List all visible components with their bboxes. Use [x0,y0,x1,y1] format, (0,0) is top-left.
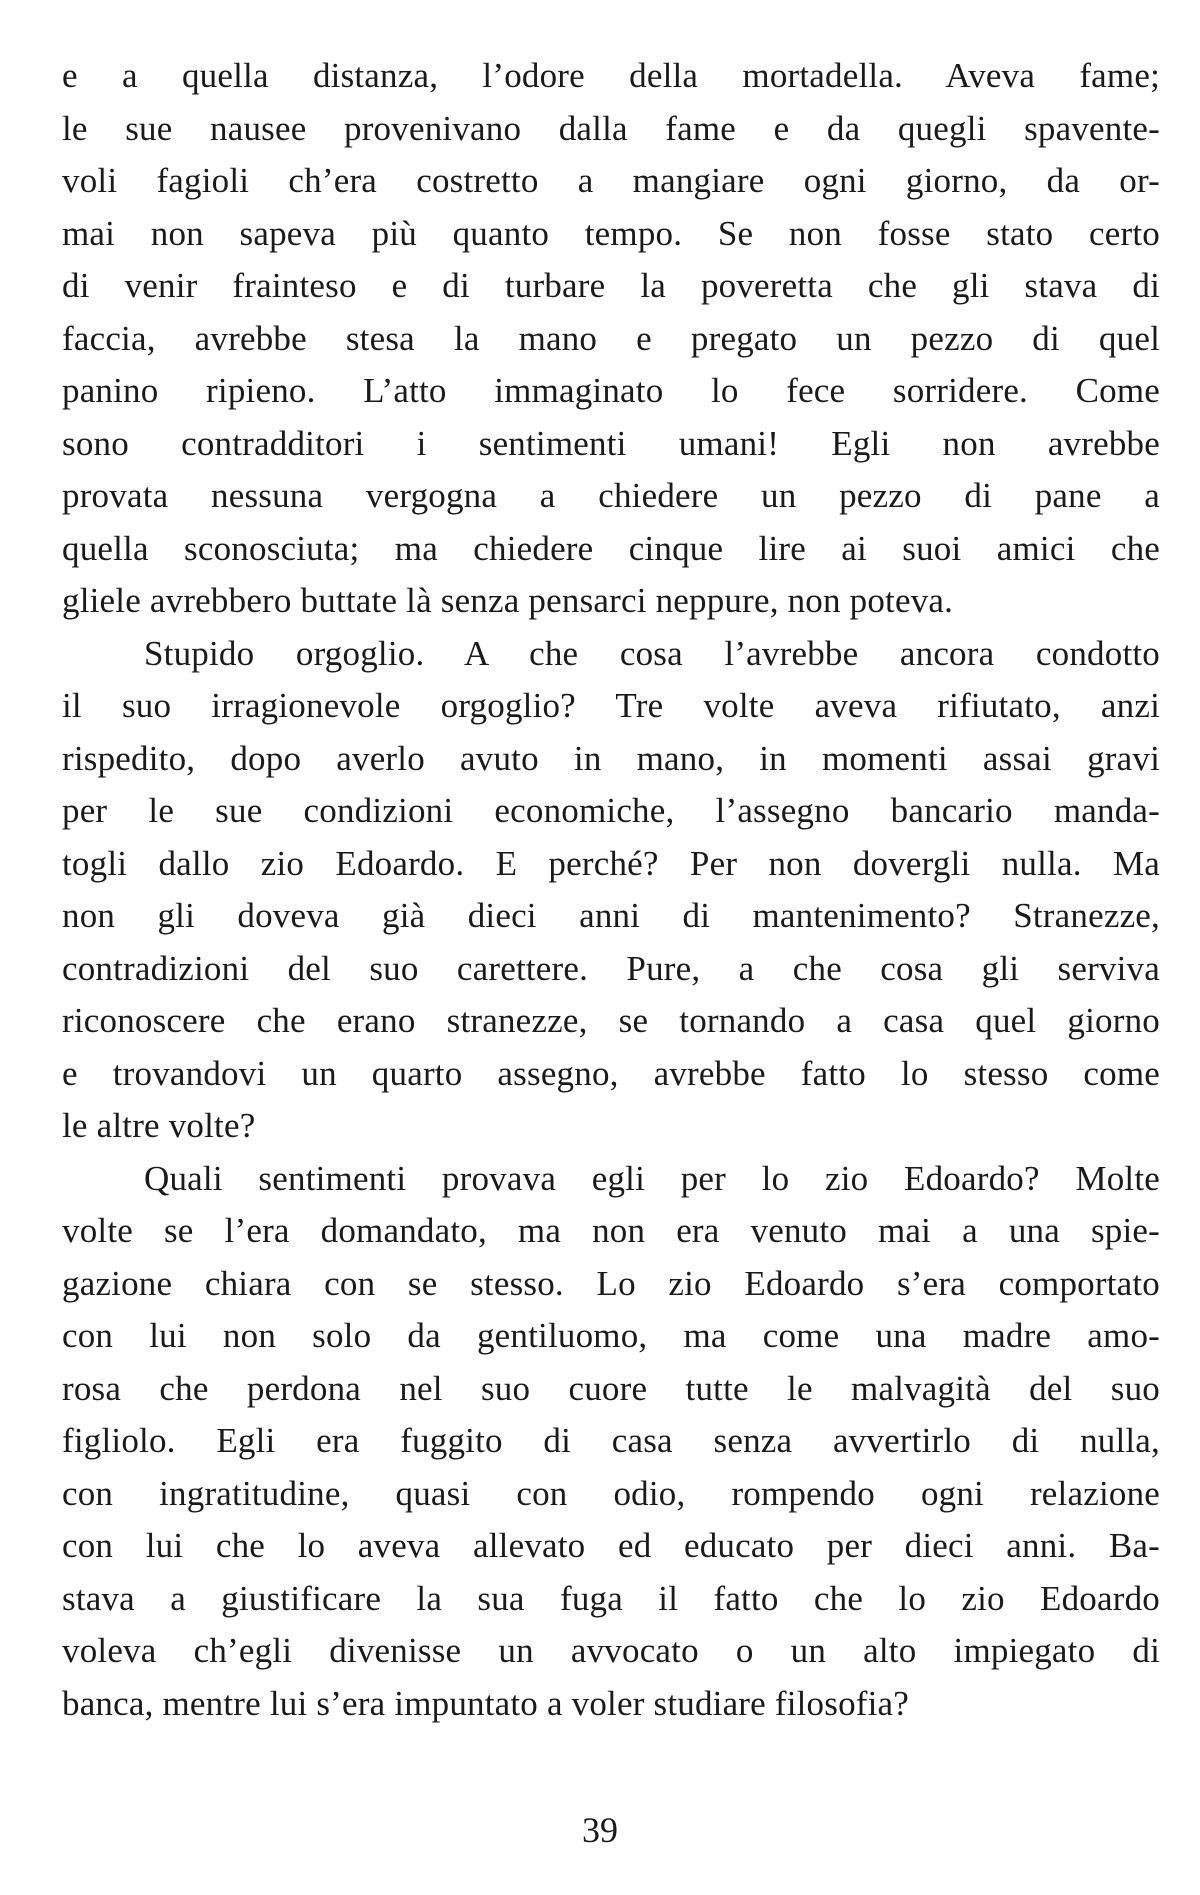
body-text [62,50,1160,1730]
text-line: rosa che perdona nel suo cuore tutte le malvagità del suo [62,1368,1160,1408]
text-line: banca, mentre lui s’era impuntato a voler studiare filosofia? [62,1683,910,1723]
text-line: gazione chiara con se stesso. Lo zio Edoardo s’era comportato [62,1263,1160,1303]
text-line: figliolo. Egli era fuggito di casa senza avvertirlo di nulla, [62,1421,1160,1460]
text-line: le altre volte? [62,1106,256,1145]
text-line: riconoscere che erano stranezze, se tornando a casa quel giorno [62,1001,1160,1040]
text-line: e a quella distanza, l’odore della mortadella. Aveva fame; [62,56,1160,95]
text-line: di venir frainteso e di turbare la poveretta che gli stava di [62,266,1160,305]
text-line: volte se l’era domandato, ma non era venuto mai a una spie- [62,1211,1160,1250]
text-line: voli fagioli ch’era costretto a mangiare ogni giorno, da or- [62,161,1160,200]
text-line: per le sue condizioni economiche, l’assegno bancario manda- [62,791,1160,830]
text-line: con lui non solo da gentiluomo, ma come una madre amo- [62,1316,1160,1355]
paragraph [62,1153,1160,1731]
text-line: Quali sentimenti provava egli per lo zio Edoardo? Molte [144,1158,1160,1198]
text-line: quella sconosciuta; ma chiedere cinque lire ai suoi amici che [62,528,1160,568]
text-line: Stupido orgoglio. A che cosa l’avrebbe ancora condotto [144,633,1160,673]
text-line: stava a giustificare la sua fuga il fatto che lo zio Edoardo [62,1578,1160,1618]
text-line: faccia, avrebbe stesa la mano e pregato un pezzo di quel [62,318,1160,358]
text-line: panino ripieno. L’atto immaginato lo fece sorridere. Come [62,371,1160,410]
text-line: e trovandovi un quarto assegno, avrebbe fatto lo stesso come [62,1053,1160,1093]
text-line: sono contradditori i sentimenti umani! Egli non avrebbe [62,423,1160,463]
text-line: il suo irragionevole orgoglio? Tre volte aveva rifiutato, anzi [62,686,1160,725]
text-line: rispedito, dopo averlo avuto in mano, in momenti assai gravi [62,738,1160,778]
text-line: voleva ch’egli divenisse un avvocato o un alto impiegato di [62,1631,1160,1670]
text-line: con ingratitudine, quasi con odio, rompendo ogni relazione [62,1473,1160,1513]
text-line: gliele avrebbero buttate là senza pensarci neppure, non poteva. [62,581,954,620]
paragraph [62,628,1160,1153]
text-line: non gli doveva già dieci anni di mantenimento? Stranezze, [62,896,1160,935]
page-number: 39 [582,1810,618,1850]
text-line: togli dallo zio Edoardo. E perché? Per non dovergli nulla. Ma [62,843,1160,883]
text-line: con lui che lo aveva allevato ed educato per dieci anni. Ba- [62,1526,1160,1565]
text-line: contradizioni del suo carettere. Pure, a che cosa gli serviva [62,948,1160,988]
paragraph [62,50,1160,628]
text-line: le sue nausee provenivano dalla fame e da quegli spavente- [62,108,1160,148]
text-line: provata nessuna vergogna a chiedere un pezzo di pane a [62,476,1160,515]
text-line: mai non sapeva più quanto tempo. Se non fosse stato certo [62,213,1160,253]
